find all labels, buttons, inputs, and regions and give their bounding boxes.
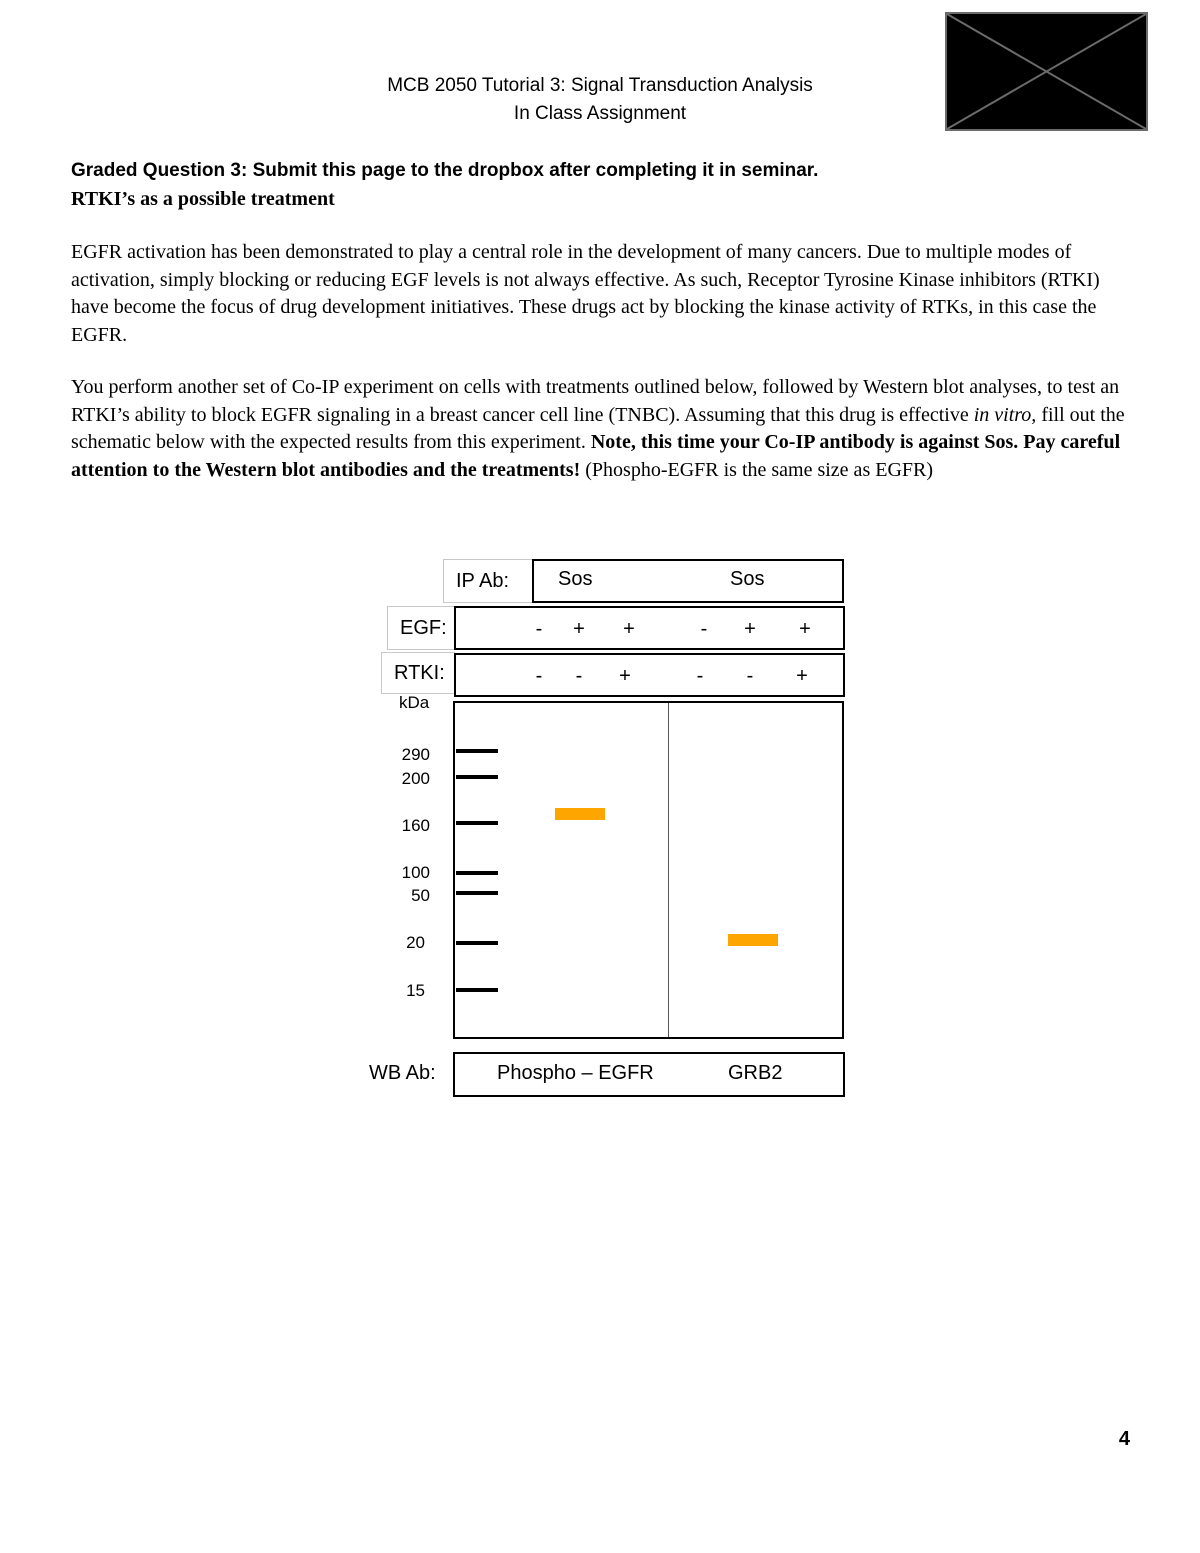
paragraph-intro: EGFR activation has been demonstrated to play a central role in the development of many cancers. Due to multiple modes of activation, simply blocking or reducing EGF levels is not always effective. As such, Receptor Tyrosine Kinase inhibitors (RTKI) have become the focus of drug development initiatives. These drugs act by blocking the kinase activity of RTKs, in this case the EGFR. bbox=[71, 241, 1100, 346]
question-instruction: Graded Question 3: Submit this page to the dropbox after completing it in seminar. bbox=[71, 160, 819, 181]
rtki-lane-5: - bbox=[746, 665, 754, 687]
ip-ab-right: Sos bbox=[730, 568, 765, 590]
rtki-label: RTKI: bbox=[381, 652, 455, 694]
task-text-1: You perform another set of Co-IP experiment on cells with treatments outlined below, followed by Western blot analyses, to test an RTKI’s ability to block EGFR signaling in a breast cancer cell line (TNBC). Assuming that this drug is effective bbox=[71, 376, 1120, 426]
egf-lane-1: - bbox=[535, 618, 543, 640]
egf-label: EGF: bbox=[387, 606, 455, 650]
band-grb2 bbox=[728, 934, 778, 946]
egf-lane-2: + bbox=[573, 618, 585, 640]
wb-ab-left: Phospho – EGFR bbox=[497, 1062, 654, 1084]
rtki-lane-3: + bbox=[619, 665, 631, 687]
gel-frame bbox=[453, 701, 844, 1039]
ip-ab-left: Sos bbox=[558, 568, 593, 590]
rtki-lane-4: - bbox=[696, 665, 704, 687]
wb-ab-right: GRB2 bbox=[728, 1062, 783, 1084]
marker-tick-200 bbox=[456, 775, 498, 779]
marker-label-100: 100 bbox=[401, 863, 430, 882]
marker-label-290: 290 bbox=[401, 745, 430, 764]
rtki-lane-6: + bbox=[796, 665, 808, 687]
marker-label-50: 50 bbox=[411, 886, 430, 905]
rtki-lane-2: - bbox=[575, 665, 583, 687]
header-title: MCB 2050 Tutorial 3: Signal Transduction Analysis bbox=[387, 75, 813, 96]
marker-tick-20 bbox=[456, 941, 498, 945]
marker-label-160: 160 bbox=[401, 816, 430, 835]
marker-tick-160 bbox=[456, 821, 498, 825]
egf-lane-3: + bbox=[623, 618, 635, 640]
question-topic: RTKI’s as a possible treatment bbox=[71, 188, 335, 210]
marker-tick-100 bbox=[456, 871, 498, 875]
paragraph-task bbox=[71, 374, 1141, 484]
rtki-lane-1: - bbox=[535, 665, 543, 687]
task-italic: in vitro, bbox=[973, 403, 1037, 426]
egf-box bbox=[454, 606, 845, 650]
marker-tick-50 bbox=[456, 891, 498, 895]
egf-lane-4: - bbox=[700, 618, 708, 640]
kda-label: kDa bbox=[399, 693, 430, 712]
marker-tick-290 bbox=[456, 749, 498, 753]
ip-ab-label: IP Ab: bbox=[443, 559, 534, 603]
document-header bbox=[250, 72, 950, 128]
egf-lane-6: + bbox=[799, 618, 811, 640]
task-note: Note, this time your Co-IP antibody is against Sos. Pay careful attention to the Western blot antibodies and the treatments! bbox=[71, 431, 1121, 481]
image-placeholder bbox=[945, 12, 1148, 131]
marker-label-20: 20 bbox=[406, 933, 425, 952]
marker-label-200: 200 bbox=[401, 769, 430, 788]
task-text-3: (Phospho-EGFR is the same size as EGFR) bbox=[580, 458, 934, 481]
rtki-box bbox=[454, 653, 845, 697]
wb-ab-label: WB Ab: bbox=[369, 1062, 436, 1084]
marker-tick-15 bbox=[456, 988, 498, 992]
header-subtitle: In Class Assignment bbox=[513, 103, 687, 124]
task-text-2: fill out the schematic below with the expected results from this experiment. bbox=[71, 403, 1125, 453]
page-number: 4 bbox=[1118, 1428, 1130, 1450]
egf-lane-5: + bbox=[744, 618, 756, 640]
band-phospho-egfr bbox=[555, 808, 605, 820]
question-title bbox=[71, 157, 1151, 213]
gel-divider bbox=[668, 703, 669, 1037]
marker-label-15: 15 bbox=[406, 981, 425, 1000]
